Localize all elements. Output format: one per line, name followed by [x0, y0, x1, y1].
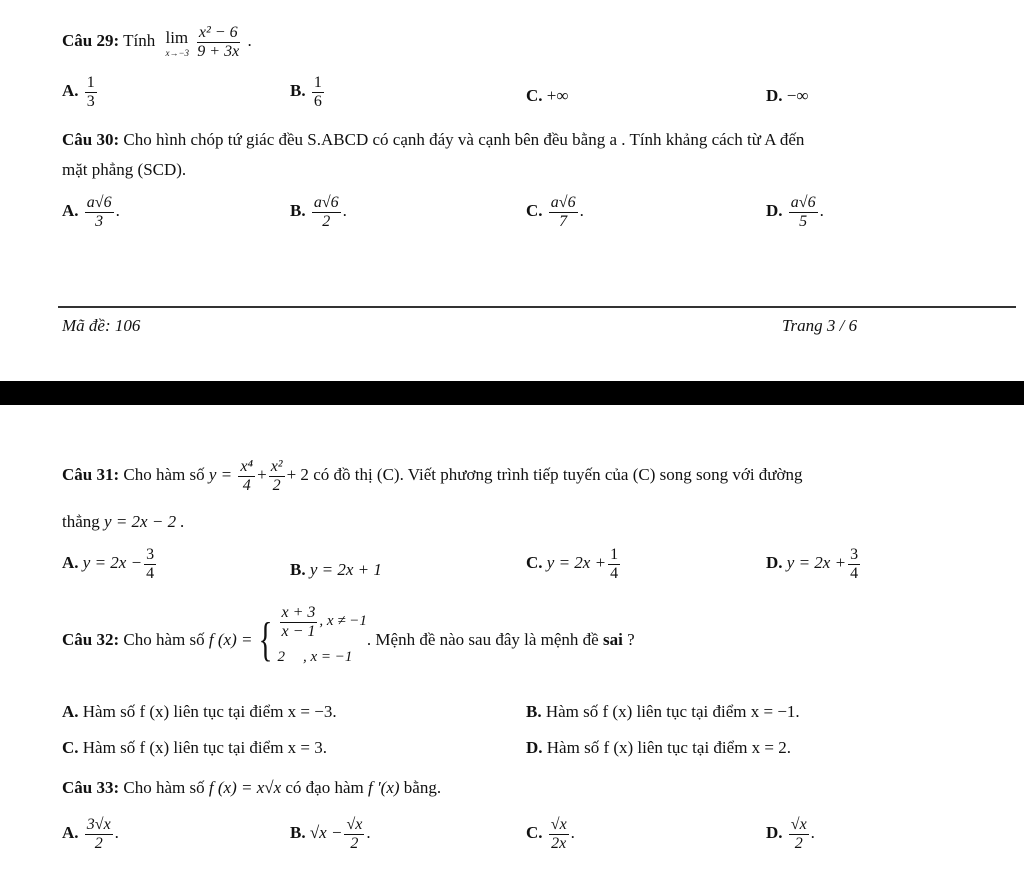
- q32-stem: [62, 604, 635, 676]
- q31-text-line2: thẳng: [62, 512, 100, 531]
- q32-text-pre: Cho hàm số: [123, 630, 205, 649]
- option-frac: [608, 546, 620, 582]
- option-pre: y = 2x +: [786, 553, 847, 572]
- lim-subscript: x→−3: [165, 48, 190, 59]
- q33-option-c[interactable]: [526, 816, 575, 852]
- option-letter: A.: [62, 702, 79, 721]
- option-pre: √x −: [309, 823, 343, 842]
- q33-option-d[interactable]: [766, 816, 815, 852]
- q31-option-b[interactable]: [290, 560, 382, 580]
- q29-label: Câu 29:: [62, 31, 120, 50]
- frac-den: 7: [559, 212, 568, 230]
- q31-label: Câu 31:: [62, 465, 120, 484]
- q32-text-post: . Mệnh đề nào sau đây là mệnh đề: [366, 630, 599, 649]
- q30-option-b[interactable]: B. $\frac{a√6}{2}$ .: [290, 194, 347, 230]
- option-letter: D.: [766, 201, 783, 220]
- frac-num: 1: [86, 74, 95, 91]
- footer-page-number: Trang 3 / 6: [782, 316, 858, 335]
- option-letter: D.: [766, 823, 783, 842]
- frac-den: 6: [313, 92, 322, 110]
- frac-num: 1: [610, 546, 619, 563]
- q30-text-2: mặt phẳng (SCD).: [62, 160, 187, 179]
- option-text: Hàm số f (x) liên tục tại điểm x = 3.: [82, 738, 328, 757]
- q29-text: Tính: [123, 31, 156, 50]
- q31-frac2: [269, 458, 285, 494]
- q31-option-a[interactable]: [62, 546, 158, 582]
- frac-num: √x: [550, 816, 567, 833]
- option-value: [549, 194, 578, 230]
- frac-num: 3: [146, 546, 155, 563]
- option-tail: .: [366, 823, 371, 842]
- q32-text-bold: sai: [602, 630, 623, 649]
- option-letter: C.: [526, 823, 543, 842]
- option-value: [789, 194, 818, 230]
- frac-den: x − 1: [281, 622, 316, 640]
- q33-fn: f (x) = x√x: [208, 778, 282, 797]
- frac-num: 3: [850, 546, 859, 563]
- q30-stem-line1: [62, 130, 804, 150]
- q31-stem-line1: [62, 458, 803, 494]
- frac-num: a√6: [790, 194, 816, 211]
- q33-text-end: bằng.: [403, 778, 442, 797]
- option-value: [312, 74, 324, 110]
- option-letter: A.: [62, 823, 79, 842]
- q29-end: .: [247, 31, 252, 50]
- option-letter: A.: [62, 553, 79, 572]
- frac-den: 2: [322, 212, 331, 230]
- option-text: Hàm số f (x) liên tục tại điểm x = −3.: [82, 702, 337, 721]
- q29-fraction: [195, 24, 241, 60]
- option-frac: [549, 816, 569, 852]
- q33-text-mid: có đạo hàm: [285, 778, 364, 797]
- option-letter: B.: [526, 702, 542, 721]
- option-tail: .: [114, 823, 119, 842]
- frac-num: √x: [790, 816, 807, 833]
- option-value: −∞: [786, 86, 809, 105]
- option-tail: .: [810, 823, 815, 842]
- option-value: [85, 74, 97, 110]
- option-text: Hàm số f (x) liên tục tại điểm x = 2.: [546, 738, 792, 757]
- q29-lim: [165, 28, 190, 59]
- option-frac: [85, 816, 113, 852]
- frac-den: 4: [610, 564, 619, 582]
- footer-exam-code: Mã đề: 106: [62, 316, 141, 335]
- option-pre: y = 2x +: [546, 553, 607, 572]
- frac-den: 5: [799, 212, 808, 230]
- q29-option-d[interactable]: [766, 86, 809, 106]
- q32-fx: f (x) =: [208, 630, 253, 649]
- option-frac: [144, 546, 156, 582]
- option-letter: B.: [290, 823, 306, 842]
- frac-num: 1: [313, 74, 322, 91]
- q33-label: Câu 33:: [62, 778, 120, 797]
- q30-stem-line2: [62, 160, 186, 180]
- q31-option-d[interactable]: [766, 546, 862, 582]
- q29-denominator: 9 + 3x: [197, 42, 240, 60]
- q32-text-end: ?: [627, 630, 635, 649]
- option-letter: A.: [62, 201, 79, 220]
- frac-num: x⁴: [240, 458, 254, 475]
- q29-stem: [62, 24, 252, 60]
- q31-line-equation: y = 2x − 2 .: [104, 512, 185, 531]
- option-letter: C.: [526, 201, 543, 220]
- frac-den: 3: [86, 92, 95, 110]
- option-frac: [344, 816, 364, 852]
- frac-den: 4: [850, 564, 859, 582]
- frac-num: x + 3: [281, 603, 316, 621]
- option-tail: .: [570, 823, 575, 842]
- q32-label: Câu 32:: [62, 630, 120, 649]
- plus-sign: +: [257, 465, 267, 484]
- option-letter: B.: [290, 201, 306, 220]
- frac-den: 3: [95, 212, 104, 230]
- option-letter: C.: [526, 86, 543, 105]
- frac-den: 2: [794, 834, 803, 852]
- q33-option-a[interactable]: [62, 816, 119, 852]
- case-2: [278, 640, 367, 676]
- frac-num: √x: [346, 816, 363, 833]
- q29-option-a[interactable]: [62, 74, 99, 110]
- frac-num: a√6: [86, 194, 112, 211]
- q33-derivative: f ′(x): [367, 778, 400, 797]
- q30-text: Cho hình chóp tứ giác đều S.ABCD có cạnh đáy và cạnh bên đều bằng a . Tính khảng cách từ A đến: [123, 130, 805, 149]
- case2-condition: , x = −1: [303, 649, 353, 666]
- option-letter: D.: [766, 86, 783, 105]
- option-frac: [848, 546, 860, 582]
- q33-stem: [62, 778, 441, 798]
- q33-text-pre: Cho hàm số: [123, 778, 205, 797]
- option-letter: B.: [290, 560, 306, 579]
- q31-fn-y: y =: [208, 465, 233, 484]
- frac-den: 4: [242, 476, 251, 494]
- q32-option-d[interactable]: [526, 738, 791, 758]
- case1-condition: , x ≠ −1: [319, 613, 367, 630]
- q31-text-pre: Cho hàm số: [123, 465, 205, 484]
- q31-option-c[interactable]: [526, 546, 622, 582]
- case2-value: 2: [277, 649, 285, 666]
- q31-text-post: có đồ thị (C). Viết phương trình tiếp tuyến của (C) song song với đường: [313, 465, 803, 484]
- case1-frac: [280, 604, 318, 640]
- option-value: y = 2x + 1: [309, 560, 382, 579]
- frac-num: 3√x: [86, 816, 111, 833]
- q32-option-a[interactable]: [62, 702, 337, 722]
- q31-frac1: [238, 458, 255, 494]
- option-letter: C.: [62, 738, 79, 757]
- option-letter: D.: [766, 553, 783, 572]
- q31-stem-line2: [62, 512, 185, 532]
- option-letter: D.: [526, 738, 543, 757]
- option-pre: y = 2x −: [82, 553, 143, 572]
- option-letter: B.: [290, 81, 306, 100]
- lim-word: lim: [165, 28, 189, 48]
- left-brace: {: [259, 613, 273, 666]
- q33-option-b[interactable]: [290, 816, 371, 852]
- option-value: [85, 194, 114, 230]
- option-letter: A.: [62, 81, 79, 100]
- q30-option-d[interactable]: D. $\frac{a√6}{5}$ .: [766, 194, 824, 230]
- frac-num: a√6: [550, 194, 576, 211]
- q30-label: Câu 30:: [62, 130, 120, 149]
- option-frac: [789, 816, 809, 852]
- q29-option-b[interactable]: [290, 74, 326, 110]
- q30-option-c[interactable]: C. $\frac{a√6}{7}$ .: [526, 194, 584, 230]
- footer-divider: [58, 306, 1016, 308]
- frac-num: a√6: [313, 194, 339, 211]
- q29-numerator: x² − 6: [198, 24, 238, 41]
- frac-den: 2: [350, 834, 359, 852]
- q30-option-a[interactable]: A. $\frac{a√6}{3}$ .: [62, 194, 120, 230]
- frac-den: 2: [272, 476, 281, 494]
- frac-den: 4: [146, 564, 155, 582]
- option-value: [312, 194, 341, 230]
- q32-option-b[interactable]: [526, 702, 800, 722]
- page-break-bar: [0, 381, 1024, 405]
- q29-option-c[interactable]: [526, 86, 569, 106]
- option-text: Hàm số f (x) liên tục tại điểm x = −1.: [545, 702, 800, 721]
- frac-den: 2x: [551, 834, 567, 852]
- q31-fn-tail: + 2: [286, 465, 309, 484]
- option-value: +∞: [546, 86, 569, 105]
- frac-num: x²: [270, 458, 283, 475]
- q32-option-c[interactable]: [62, 738, 327, 758]
- case-1: [278, 604, 367, 640]
- frac-den: 2: [94, 834, 103, 852]
- option-letter: C.: [526, 553, 543, 572]
- q32-piecewise: [278, 604, 367, 676]
